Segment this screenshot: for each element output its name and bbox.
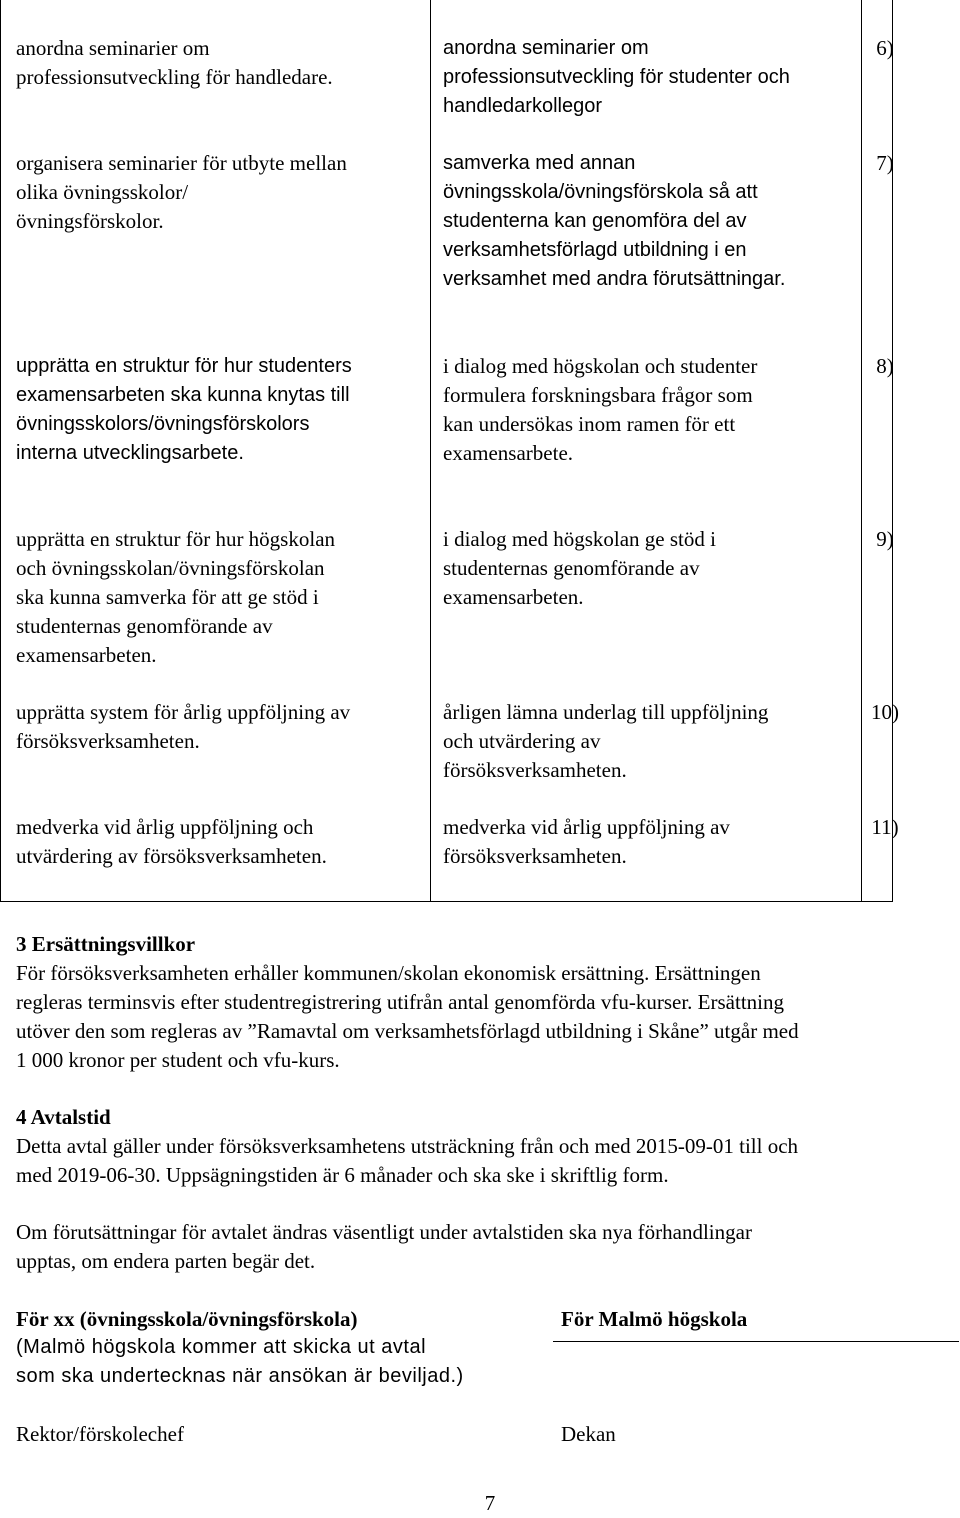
paragraph-line: utöver den som regleras av ”Ramavtal om verksamhetsförlagd utbildning i Skåne” utgår med <box>16 1019 799 1043</box>
cell-line: övningsförskolor. <box>16 209 164 233</box>
signature-left-title: För xx (övningsskola/övningsförskola) <box>16 1307 358 1331</box>
cell-line: försöksverksamheten. <box>16 729 200 753</box>
table-row-10-right <box>443 698 768 785</box>
note-line: (Malmö högskola kommer att skicka ut avtal <box>16 1336 427 1358</box>
cell-line: utvärdering av försöksverksamheten. <box>16 844 327 868</box>
table-row-11-left <box>16 813 327 871</box>
paragraph-line: upptas, om endera parten begär det. <box>16 1249 316 1273</box>
cell-line: och övningsskolan/övningsförskolan <box>16 556 325 580</box>
note-line: som ska undertecknas när ansökan är beviljad.) <box>16 1365 464 1387</box>
table-border-left <box>0 0 1 902</box>
cell-line: studenternas genomförande av <box>16 614 273 638</box>
cell-line: upprätta en struktur för hur högskolan <box>16 527 336 551</box>
section-3-heading: 3 Ersättningsvillkor <box>16 932 196 956</box>
paragraph-line: regleras terminsvis efter studentregistrering utifrån antal genomförda vfu-kurser. Ersättning <box>16 990 784 1014</box>
row-number-9: 9) <box>876 527 894 551</box>
cell-line: examensarbeten. <box>16 643 157 667</box>
cell-line: studenternas genomförande av <box>443 556 700 580</box>
signature-left-role: Rektor/förskolechef <box>16 1422 184 1446</box>
cell-line: handledarkollegor <box>443 95 603 117</box>
table-row-9-left <box>16 525 335 670</box>
signature-right-role: Dekan <box>561 1422 616 1446</box>
table-row-6-left <box>16 34 333 92</box>
row-number-6: 6) <box>876 36 894 60</box>
cell-line: upprätta system för årlig uppföljning av <box>16 700 351 724</box>
row-number-8: 8) <box>876 354 894 378</box>
cell-line: kan undersökas inom ramen för ett <box>443 412 736 436</box>
section-4 <box>16 1103 951 1190</box>
section-4-paragraph-2 <box>16 1218 951 1276</box>
cell-line: professionsutveckling för handledare. <box>16 65 333 89</box>
table-row-7-left <box>16 149 347 236</box>
cell-line: medverka vid årlig uppföljning av <box>443 815 730 839</box>
cell-line: examensarbete. <box>443 441 574 465</box>
cell-line: verksamhet med andra förutsättningar. <box>443 268 786 290</box>
table-row-7-right <box>443 149 785 294</box>
row-number-11: 11) <box>871 815 899 839</box>
section-3 <box>16 930 951 1075</box>
cell-line: studenterna kan genomföra del av <box>443 210 747 232</box>
cell-line: i dialog med högskolan och studenter <box>443 354 758 378</box>
cell-line: försöksverksamheten. <box>443 844 627 868</box>
cell-line: samverka med annan <box>443 152 636 174</box>
table-divider-2 <box>861 0 862 902</box>
cell-line: examensarbeten. <box>443 585 584 609</box>
row-number-7: 7) <box>876 151 894 175</box>
cell-line: anordna seminarier om <box>16 36 210 60</box>
paragraph-line: Om förutsättningar för avtalet ändras väsentligt under avtalstiden ska nya förhandlingar <box>16 1220 752 1244</box>
table-row-8-left <box>16 352 352 468</box>
cell-line: organisera seminarier för utbyte mellan <box>16 151 347 175</box>
cell-line: övningsskola/övningsförskola så att <box>443 181 758 203</box>
table-row-9-right <box>443 525 716 612</box>
cell-line: formulera forskningsbara frågor som <box>443 383 753 407</box>
cell-line: medverka vid årlig uppföljning och <box>16 815 314 839</box>
cell-line: examensarbeten ska kunna knytas till <box>16 384 350 406</box>
cell-line: försöksverksamheten. <box>443 758 627 782</box>
table-row-8-right <box>443 352 757 468</box>
cell-line: anordna seminarier om <box>443 37 649 59</box>
cell-line: professionsutveckling för studenter och <box>443 66 790 88</box>
paragraph-line: med 2019-06-30. Uppsägningstiden är 6 månader och ska ske i skriftlig form. <box>16 1163 669 1187</box>
table-row-10-left <box>16 698 350 756</box>
table-row-6-right <box>443 34 790 121</box>
cell-line: upprätta en struktur för hur studenters <box>16 355 352 377</box>
table-border-right <box>892 0 893 902</box>
cell-line: årligen lämna underlag till uppföljning <box>443 700 769 724</box>
signature-line <box>553 1341 959 1342</box>
cell-line: olika övningsskolor/ <box>16 180 189 204</box>
paragraph-line: 1 000 kronor per student och vfu-kurs. <box>16 1048 340 1072</box>
page-number: 7 <box>484 1491 496 1515</box>
paragraph-line: Detta avtal gäller under försöksverksamhetens utsträckning från och med 2015-09-01 till och <box>16 1134 799 1158</box>
cell-line: interna utvecklingsarbete. <box>16 442 244 464</box>
cell-line: och utvärdering av <box>443 729 601 753</box>
table-divider-1 <box>430 0 431 902</box>
cell-line: övningsskolors/övningsförskolors <box>16 413 310 435</box>
signature-left-note <box>16 1333 464 1391</box>
cell-line: verksamhetsförlagd utbildning i en <box>443 239 747 261</box>
cell-line: ska kunna samverka för att ge stöd i <box>16 585 319 609</box>
signature-right-title: För Malmö högskola <box>561 1307 748 1331</box>
row-number-10: 10) <box>871 700 899 724</box>
table-row-11-right <box>443 813 730 871</box>
cell-line: i dialog med högskolan ge stöd i <box>443 527 716 551</box>
paragraph-line: För försöksverksamheten erhåller kommunen/skolan ekonomisk ersättning. Ersättningen <box>16 961 761 985</box>
table-border-bottom <box>0 901 893 902</box>
section-4-heading: 4 Avtalstid <box>16 1105 111 1129</box>
